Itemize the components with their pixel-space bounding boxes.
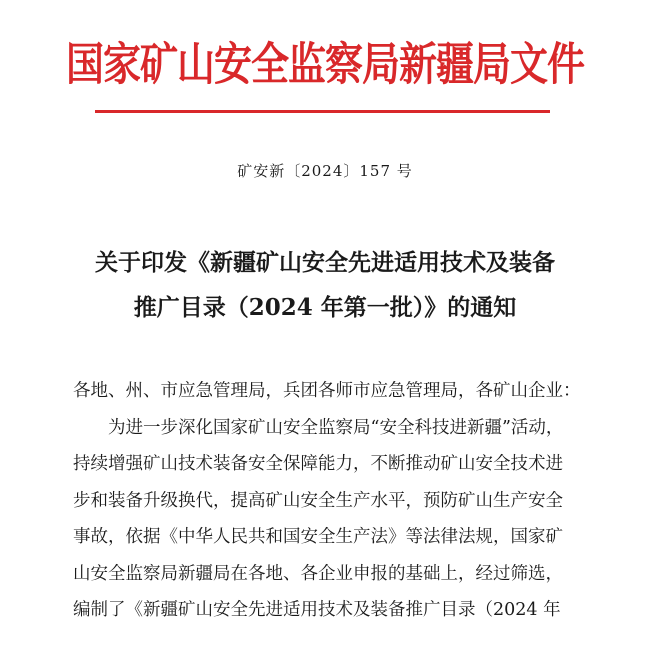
document-header-title: 国家矿山安全监察局新疆局文件 bbox=[65, 36, 584, 90]
body-line-6: 编制了《新疆矿山安全先进适用技术及装备推广目录（2024 年 bbox=[73, 600, 561, 620]
body-paragraph bbox=[73, 410, 583, 629]
notice-body bbox=[73, 373, 583, 629]
body-line-4: 事故，依据《中华人民共和国安全生产法》等法律法规，国家矿 bbox=[73, 527, 563, 547]
salutation: 各地、州、市应急管理局，兵团各师市应急管理局，各矿山企业： bbox=[73, 381, 581, 401]
body-line-5: 山安全监察局新疆局在各地、各企业申报的基础上，经过筛选， bbox=[73, 563, 563, 584]
body-line-1: 为进一步深化国家矿山安全监察局“安全科技进新疆”活动， bbox=[108, 417, 564, 438]
notice-title-line-1: 关于印发《新疆矿山安全先进适用技术及装备 bbox=[95, 249, 555, 276]
body-line-3: 步和装备升级换代，提高矿山安全生产水平，预防矿山生产安全 bbox=[73, 490, 563, 511]
document-number: 矿安新〔2024〕157 号 bbox=[237, 162, 413, 180]
body-line-2: 持续增强矿山技术装备安全保障能力，不断推动矿山安全技术进 bbox=[73, 454, 563, 474]
notice-title bbox=[0, 240, 650, 330]
header-red-rule bbox=[95, 110, 550, 113]
notice-title-line-2: 推广目录（2024 年第一批）》的通知 bbox=[133, 294, 517, 321]
